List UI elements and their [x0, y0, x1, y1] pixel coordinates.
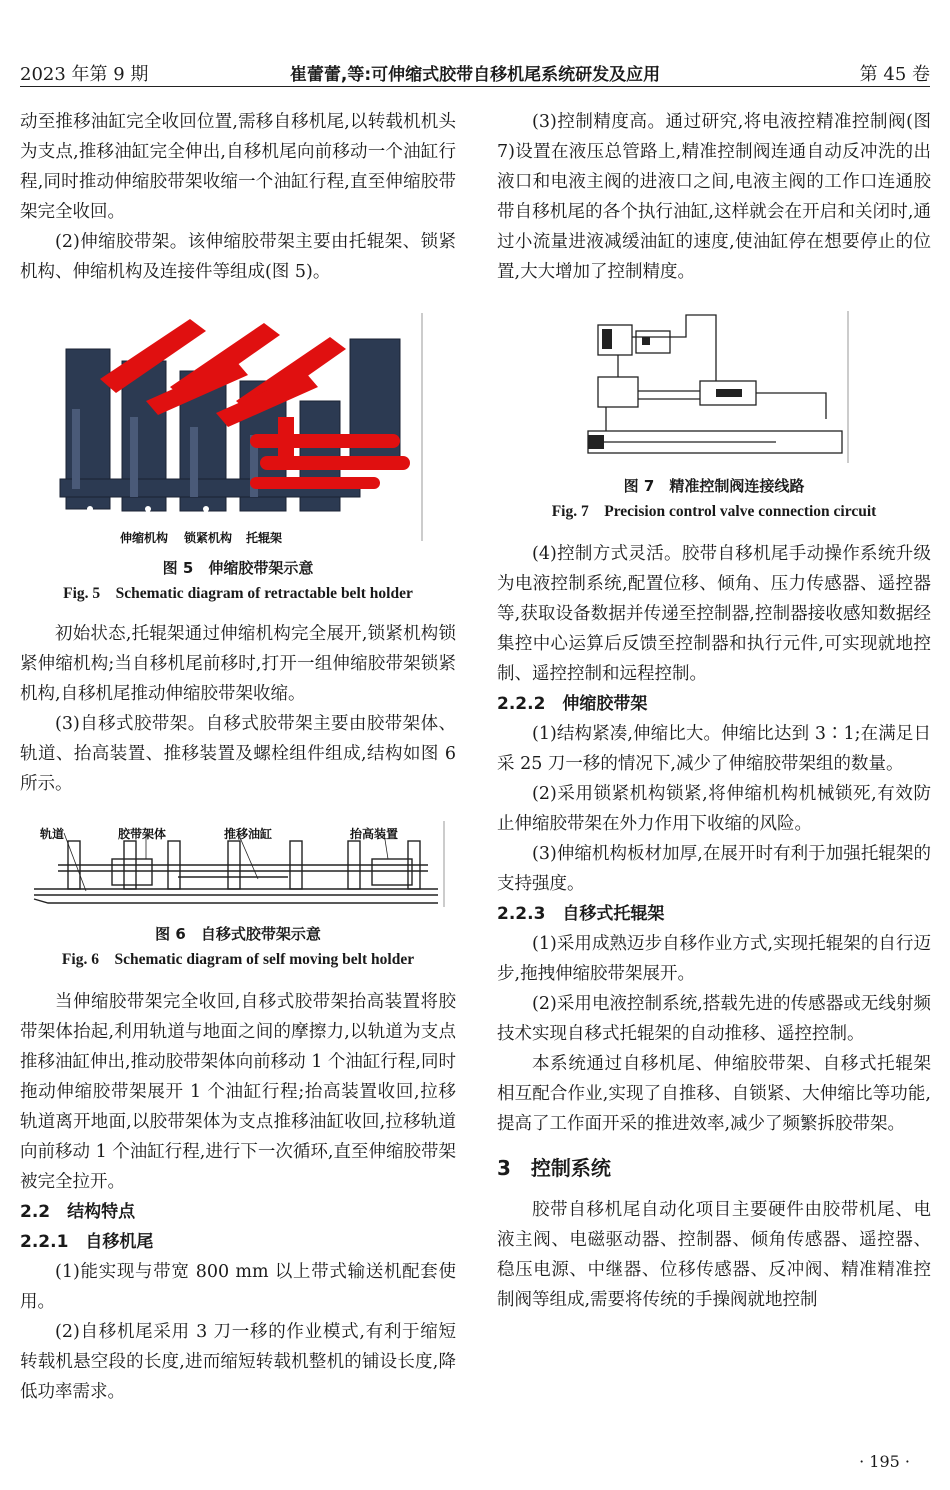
fig5-label-telescoping: 伸缩机构	[120, 531, 169, 545]
right-column	[497, 107, 931, 1315]
paragraph: 本系统通过自移机尾、伸缩胶带架、自移式托辊架相互配合作业,实现了自推移、自锁紧、大伸缩比等功能,提高了工作面开采的推进效率,减少了频繁拆胶带架。	[497, 1054, 931, 1134]
fig5-label-locking: 锁紧机构	[184, 531, 233, 545]
paragraph: 动至推移油缸完全收回位置,需移自移机尾,以转载机机头为支点,推移油缸完全伸出,自移机尾向前移动一个油缸行程,同时推动伸缩胶带架收缩一个油缸行程,直至伸缩胶带架完全收回。	[20, 112, 456, 222]
figure-5-image	[50, 309, 426, 541]
fig6-label-push-cylinder: 推移油缸	[224, 827, 273, 841]
section-heading-3: 3 控制系统	[497, 1156, 611, 1180]
running-header	[20, 58, 930, 87]
paragraph: (1)能实现与带宽 800 mm 以上带式输送机配套使用。	[20, 1262, 456, 1312]
paragraph: (2)自移机尾采用 3 刀一移的作业模式,有利于缩短转载机悬空段的长度,进而缩短转载机整机的铺设长度,降低功率需求。	[20, 1322, 456, 1402]
figure-5-caption-en: Fig. 5 Schematic diagram of retractable belt holder	[63, 585, 413, 602]
section-heading-2-2: 2.2 结构特点	[20, 1202, 136, 1222]
figure-6	[20, 819, 456, 973]
figure-7	[497, 307, 931, 525]
paragraph: (3)自移式胶带架。自移式胶带架主要由胶带架体、轨道、抬高装置、推移装置及螺栓组件组成,结构如图 6 所示。	[20, 714, 456, 794]
section-heading-2-2-3: 2.2.3 自移式托辊架	[497, 904, 665, 924]
fig6-label-belt-frame: 胶带架体	[118, 827, 167, 841]
figure-7-caption-en: Fig. 7 Precision control valve connection circuit	[551, 503, 877, 520]
page-number: · 195 ·	[859, 1452, 910, 1471]
paragraph: (3)控制精度高。通过研究,将电液控精准控制阀(图 7)设置在液压总管路上,精准控制阀连通自动反冲洗的出液口和电液主阀的进液口之间,电液主阀的工作口连通胶带自移机尾的各个执行油缸,这样就会在开启和关闭时,通过小流量进液减缓油缸的速度,使油缸停在想要停止的位置,大大增加了控制精度。	[497, 112, 931, 282]
paragraph: (3)伸缩机构板材加厚,在展开时有利于加强托辊架的支持强度。	[497, 844, 931, 894]
article-title-header: 崔蕾蕾,等:可伸缩式胶带自移机尾系统研发及应用	[289, 65, 661, 85]
fig6-label-lifting-device: 抬高装置	[350, 827, 399, 841]
paragraph: (2)采用电液控制系统,搭载先进的传感器或无线射频技术实现自移式托辊架的自动推移、遥控控制。	[497, 994, 931, 1044]
paragraph: 当伸缩胶带架完全收回,自移式胶带架抬高装置将胶带架体抬起,利用轨道与地面之间的摩擦力,以轨道为支点推移油缸伸出,推动胶带架体向前移动 1 个油缸行程,同时拖动伸缩胶带架展开 1 个油缸行程;抬高装置收回,拉移轨道离开地面,以胶带架体为支点推移油缸收回,拉移轨道向前移动 1 个油缸行程,进行下一次循环,直至伸缩胶带架被完全拉开。	[20, 992, 456, 1192]
figure-7-caption-cn: 图 7 精准控制阀连接线路	[623, 477, 805, 495]
fig6-label-track: 轨道	[40, 827, 65, 841]
figure-6-caption-cn: 图 6 自移式胶带架示意	[155, 925, 321, 943]
paragraph: 初始状态,托辊架通过伸缩机构完全展开,锁紧机构锁紧伸缩机构;当自移机尾前移时,打开一组伸缩胶带架锁紧机构,自移机尾推动伸缩胶带架收缩。	[20, 624, 456, 704]
section-heading-2-2-2: 2.2.2 伸缩胶带架	[497, 694, 648, 714]
paragraph: (2)采用锁紧机构锁紧,将伸缩机构机械锁死,有效防止伸缩胶带架在外力作用下收缩的风险。	[497, 784, 931, 834]
figure-6-caption-en: Fig. 6 Schematic diagram of self moving belt holder	[61, 951, 415, 968]
figure-7-image	[576, 307, 852, 463]
paragraph: (1)结构紧凑,伸缩比大。伸缩比达到 3∶1;在满足日采 25 刀一移的情况下,减少了伸缩胶带架组的数量。	[497, 724, 931, 774]
paragraph: (2)伸缩胶带架。该伸缩胶带架主要由托辊架、锁紧机构、伸缩机构及连接件等组成(图 5)。	[20, 232, 456, 282]
paragraph: 胶带自移机尾自动化项目主要硬件由胶带机尾、电液主阀、电磁驱动器、控制器、倾角传感器、遥控器、稳压电源、中继器、位移传感器、反冲阀、精准精准控制阀等组成,需要将传统的手操阀就地控制	[497, 1200, 931, 1310]
paragraph: (1)采用成熟迈步自移作业方式,实现托辊架的自行迈步,拖拽伸缩胶带架展开。	[497, 934, 931, 984]
issue-label: 2023 年第 9 期	[20, 64, 149, 85]
figure-5-caption-cn: 图 5 伸缩胶带架示意	[162, 559, 314, 577]
volume-label: 第 45 卷	[859, 64, 930, 85]
section-heading-2-2-1: 2.2.1 自移机尾	[20, 1232, 154, 1252]
fig5-label-idler-frame: 托辊架	[246, 531, 283, 545]
paragraph: (4)控制方式灵活。胶带自移机尾手动操作系统升级为电液控制系统,配置位移、倾角、压力传感器、遥控器等,获取设备数据并传递至控制器,控制器接收感知数据经集控中心运算后反馈至控制器和执行元件,可实现就地控制、遥控控制和远程控制。	[497, 544, 931, 684]
left-column	[20, 107, 456, 1407]
figure-5	[20, 309, 456, 607]
